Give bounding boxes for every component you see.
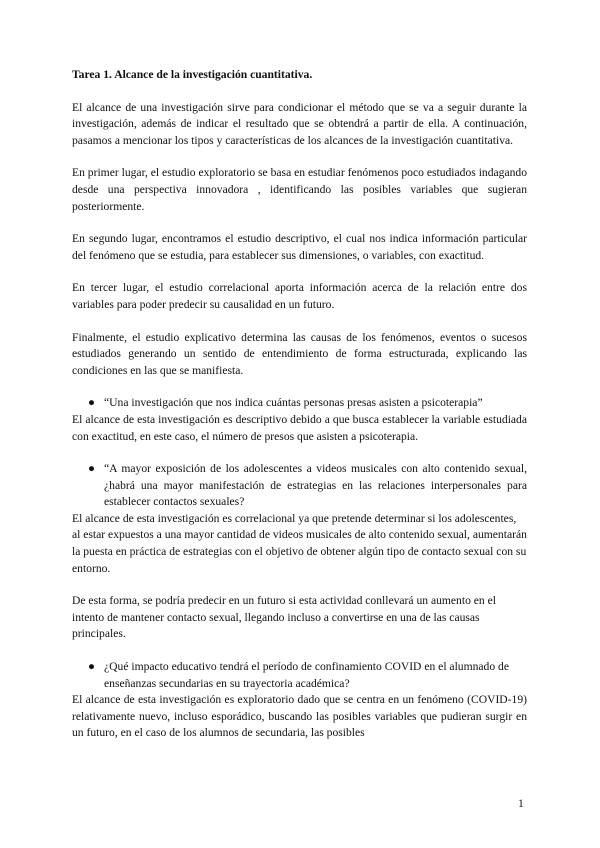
bullet-item-3 <box>72 659 527 692</box>
paragraph-intro: El alcance de una investigación sirve para condicionar el método que se va a seguir durante la investigación, además de indicar el resultado que se obtendrá a partir de ella. A continuación, pasamos a mencionar los tipos y características de los alcances de la investigación cuantitativa. <box>72 100 527 147</box>
answer-2: El alcance de esta investigación es correlacional ya que pretende determinar si los adolescentes, al estar expuestos a una mayor cantidad de videos musicales de alto contenido sexual, aumentarán la puesta en práctica de estrategias con el objetivo de obtener algún tipo de contacto sexual con su entorno. <box>72 511 527 575</box>
paragraph-descriptivo: En segundo lugar, encontramos el estudio descriptivo, el cual nos indica información particular del fenómeno que se estudia, para establecer sus dimensiones, o variables, con exactitud. <box>72 232 527 262</box>
bullet-text-2: “A mayor exposición de los adolescentes a videos musicales con alto contenido sexual, ¿habrá una mayor manifestación de estrategias en las relaciones interpersonales para establecer contactos sexuales? <box>104 462 527 509</box>
answer-2b: De esta forma, se podría predecir en un futuro si esta actividad conllevará un aumento en el intento de mantener contacto sexual, llegando incluso a convertirse en una de las causas principales. <box>72 594 496 641</box>
bullet-dot-icon: ● <box>88 660 96 674</box>
document-body <box>72 67 527 742</box>
bullet-dot-icon: ● <box>88 462 96 476</box>
answer-1: El alcance de esta investigación es descriptivo debido a que busca establecer la variable estudiada con exactitud, en este caso, el número de presos que asisten a psicoterapia. <box>72 412 527 443</box>
bullet-dot-icon: ● <box>88 396 96 410</box>
paragraph-correlacional: En tercer lugar, el estudio correlacional aporta información acerca de la relación entre dos variables para poder predecir su causalidad en un futuro. <box>72 281 527 311</box>
bullet-item-1 <box>72 395 527 412</box>
answer-3: El alcance de esta investigación es exploratorio dado que se centra en un fenómeno (COVID-19) relativamente nuevo, incluso esporádico, buscando las posibles variables que pudieran surgir en un futuro, en el caso de los alumnos de secundaria, las posibles <box>72 693 527 740</box>
paragraph-exploratorio: En primer lugar, el estudio exploratorio se basa en estudiar fenómenos poco estudiados indagando desde una perspectiva innovadora , identificando las posibles variables que sugieran posteriormente. <box>72 166 527 213</box>
bullet-text-1: “Una investigación que nos indica cuántas personas presas asisten a psicoterapia” <box>104 396 483 410</box>
document-title: Tarea 1. Alcance de la investigación cuantitativa. <box>72 68 313 81</box>
paragraph-explicativo: Finalmente, el estudio explicativo determina las causas de los fenómenos, eventos o sucesos estudiados generando un sentido de entendimiento de forma estructurada, explicando las condiciones en las que se manifiesta. <box>72 330 527 377</box>
bullet-item-2 <box>72 461 527 511</box>
page-number: 1 <box>518 797 524 810</box>
bullet-text-3: ¿Qué impacto educativo tendrá el período de confinamiento COVID en el alumnado de enseñanzas secundarias en su trayectoria académica? <box>104 660 509 690</box>
